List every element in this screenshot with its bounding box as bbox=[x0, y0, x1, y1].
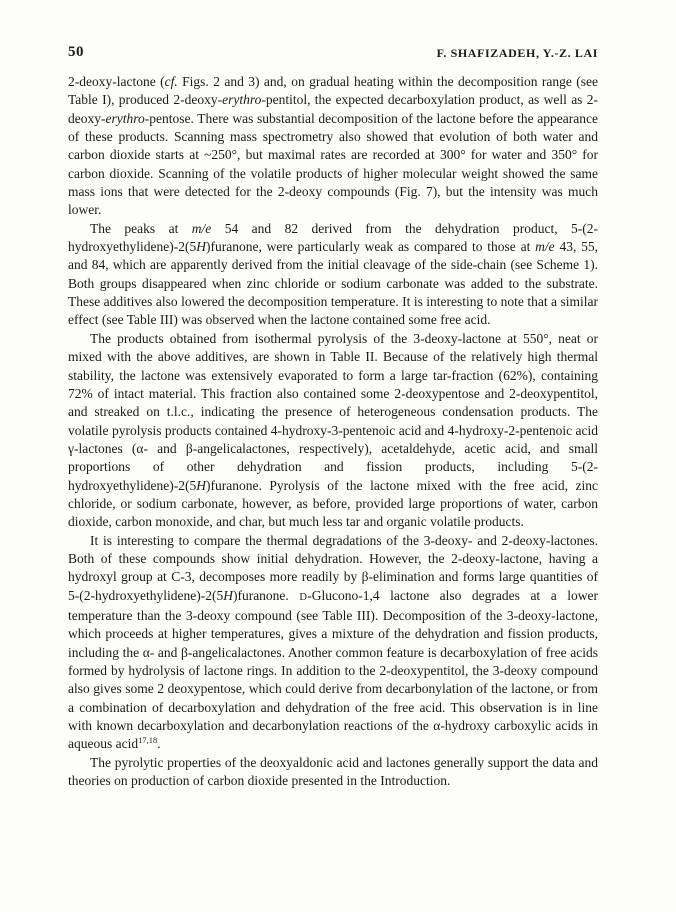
text-run: Figs. 2 and 3) and, on gradual heating within the decomposition range (see Table I), produced 2-deoxy- bbox=[68, 74, 598, 108]
italic-run: H bbox=[196, 239, 206, 255]
paragraph-1 bbox=[68, 73, 598, 220]
body-text bbox=[68, 73, 598, 790]
italic-run: cf. bbox=[164, 74, 178, 89]
paragraph-2 bbox=[68, 220, 598, 330]
text-run: -pentose. There was substantial decomposition of the lactone before the appearance of these products. Scanning mass spectrometry also showed that evolution of both water and carbon dioxide starts at ~250°, but maximal rates are recorded at 300° for water and 350° for carbon dioxide. Scanning of the volatile products of higher molecular weight showed the same mass ions that were detected for the 2-deoxy compounds (Fig. 7), but the intensity was much lower. bbox=[68, 110, 598, 218]
text-run: )furanone. bbox=[232, 587, 300, 603]
italic-run: erythro bbox=[105, 110, 145, 126]
running-head: F. SHAFIZADEH, Y.-Z. LAI bbox=[436, 46, 598, 60]
text-run: )furanone, were particularly weak as compared to those at bbox=[205, 239, 536, 255]
paragraph-4 bbox=[68, 532, 598, 754]
text-run: 43, 55, and 84, which are apparently derived from the initial cleavage of the side-chain (see Scheme 1). Both groups disappeared when zinc chloride or sodium carbonate was added to the substrate. These additives also lowered the decomposition temperature. It is interesting to note that a similar effect (see Table III) was observed when the lactone contained some free acid. bbox=[68, 239, 598, 328]
text-run: 54 and 82 derived from the dehydration product, 5-(2-hydroxyethylidene)-2(5 bbox=[68, 220, 598, 255]
text-run: -Glucono-1,4 lactone also degrades at a lower temperature than the 3-deoxy compound (see Table III). Decomposition of the 3-deoxy-lactone, which proceeds at higher temperatures, gives a mixture of the dehydration and fission products, including the α- and β-angelicalactones. Another common feature is decarboxylation of free acids formed by hydrolysis of lactone rings. In addition to the 2-deoxypentitol, the 3-deoxy compound also gives some 2 deoxypentose, which could derive from decarbonylation of the lactone, or from a combination of decarboxylation and dehydration of the free acid. This observation is in line with known decarboxylation and decarbonylation reactions of the α-hydroxy carboxylic acids in aqueous acid bbox=[68, 587, 598, 752]
italic-run: H bbox=[196, 477, 206, 493]
text-run: . bbox=[157, 736, 161, 752]
page-number: 50 bbox=[68, 44, 84, 60]
paragraph-5 bbox=[68, 754, 598, 791]
text-run: 2-deoxy-lactone ( bbox=[68, 74, 165, 89]
small-caps-run: D bbox=[299, 591, 308, 603]
text-run: The pyrolytic properties of the deoxyaldonic acid and lactones generally support the data and theories on production of carbon dioxide presented in the Introduction. bbox=[68, 754, 598, 789]
text-run: -pentitol, the expected decarboxylation product, as well as 2-deoxy- bbox=[68, 92, 598, 126]
paragraph-3 bbox=[68, 330, 598, 532]
italic-run: H bbox=[223, 587, 233, 603]
italic-run: m/e bbox=[191, 220, 212, 236]
text-run: The products obtained from isothermal pyrolysis of the 3-deoxy-lactone at 550°, neat or mixed with the above additives, are shown in Table II. Because of the relatively high thermal stability, the lactone was extensively evaporated to form a large tar-fraction (62%), containing 72% of intact material. This fraction also contained some 2-deoxypentose and 2-deoxypentitol, and streaked on t.l.c., indicating the presence of heterogeneous condensation products. The volatile pyrolysis products contained 4-hydroxy-3-pentenoic acid and 4-hydroxy-2-pentenoic acid γ-lactones (α- and β-angelicalactones, respectively), acetaldehyde, acetic acid, and small proportions of other dehydration and fission products, including 5-(2-hydroxyethylidene)-2(5 bbox=[68, 330, 598, 493]
page-header bbox=[68, 44, 598, 64]
text-run: The peaks at bbox=[90, 220, 192, 236]
reference-superscript: 17,18 bbox=[138, 735, 158, 746]
text-run: It is interesting to compare the thermal degradations of the 3-deoxy- and 2-deoxy-lactones. Both of these compounds show initial dehydration. However, the 2-deoxy-lactone, having a hydroxyl group at C-3, decomposes more readily by β-elimination and forms large quantities of 5-(2-hydroxyethylidene)-2(5 bbox=[68, 532, 598, 603]
italic-run: m/e bbox=[535, 239, 555, 255]
text-run: )furanone. Pyrolysis of the lactone mixed with the free acid, zinc chloride, or sodium carbonate, however, as before, provided large proportions of water, carbon dioxide, carbon monoxide, and char, but much less tar and organic volatile products. bbox=[68, 477, 598, 530]
italic-run: erythro bbox=[222, 92, 262, 108]
